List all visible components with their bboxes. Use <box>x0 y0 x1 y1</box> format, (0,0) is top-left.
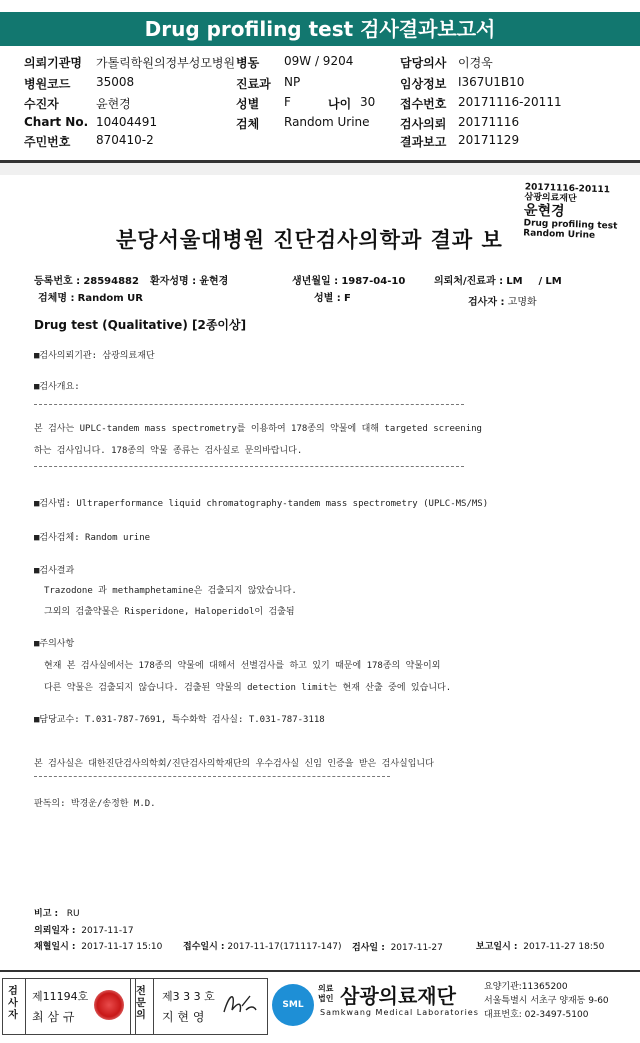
test-date-value: 2017-11-27 <box>390 943 443 953</box>
specimen-stamp <box>523 182 619 241</box>
overview-line-2: 하는 검사입니다. 178종의 약물 종류는 검사실로 문의바랍니다. <box>34 446 303 456</box>
header-row-3 <box>0 95 640 111</box>
receipt-time-label: 접수일시 : <box>183 942 225 952</box>
specialist-label: 전문의 <box>136 986 146 1021</box>
test-title: Drug test (Qualitative) [2종이상] <box>34 318 247 332</box>
department-value: NP <box>284 75 301 89</box>
ward-label: 병동 <box>236 56 260 70</box>
clinical-info-value: I367U1B10 <box>458 75 525 89</box>
stamp-org: 삼광의료재단 <box>524 192 577 205</box>
divider <box>34 776 390 777</box>
accreditation-note: 본 검사실은 대한진단검사의학회/진단검사의학재단의 우수검사실 신임 인증을 받은 검사실입니다 <box>34 759 434 769</box>
org-type <box>318 984 333 1004</box>
header-row-2 <box>0 75 640 91</box>
remark-label: 비고 : <box>34 909 59 919</box>
doctor-label: 담당의사 <box>400 56 447 70</box>
specimen-label: 검체 <box>236 117 260 131</box>
patient-name-value: 윤현경 <box>199 276 229 287</box>
clinic-value: LM <box>506 276 523 287</box>
collection-value: 2017-11-17 15:10 <box>81 942 163 952</box>
method: ■검사법: Ultraperformance liquid chromatography-tandem mass spectrometry (UPLC-MS/MS) <box>34 499 489 509</box>
chart-no-label: Chart No. <box>24 115 89 129</box>
reading-physician: 판독의: 박경운/송정한 M.D. <box>34 799 156 809</box>
org-contact <box>484 980 609 1022</box>
header-row-4 <box>0 115 640 131</box>
examiner-license: 제11194호 <box>32 990 89 1003</box>
hospital-code-value: 35008 <box>96 75 135 89</box>
request-date-value-2: 2017-11-17 <box>81 926 134 936</box>
department-label: 진료과 <box>236 77 271 91</box>
clinical-info-label: 임상정보 <box>400 77 447 91</box>
dob-label: 생년월일 : <box>292 276 339 287</box>
specialist-license: 제3 3 3 호 <box>162 990 215 1003</box>
clinic-value-2: LM <box>545 276 562 287</box>
report-footer <box>0 970 640 1043</box>
org-name: 삼광의료재단 <box>340 984 456 1008</box>
stamp-specimen: Random Urine <box>523 228 596 241</box>
specimen-value: Random Urine <box>284 115 370 129</box>
specimen-name-value: Random UR <box>77 293 143 304</box>
tester-label: 검사자 : <box>468 297 505 308</box>
reg-no-label: 등록번호 : <box>34 276 81 287</box>
overview-heading: ■검사개요: <box>34 382 80 392</box>
doc-sex-label: 성별 : <box>314 293 341 304</box>
patient-name-label: 환자성명 : <box>150 276 197 287</box>
specialist-name: 지 현 영 <box>162 1010 205 1024</box>
clinic-label: 의뢰처/진료과 : <box>434 276 504 287</box>
clinic-sep: / <box>538 276 543 287</box>
stamp-receipt: 20171116-20111 <box>524 182 611 196</box>
patient-label: 수진자 <box>24 97 59 111</box>
caution-line-2: 다른 약물은 검출되지 않습니다. 검출된 약물의 detection limit는 현재 산출 중에 있습니다. <box>44 683 452 693</box>
specimen-type: ■검사검체: Random urine <box>34 533 151 543</box>
test-date-label: 검사일 : <box>352 943 385 953</box>
report-time-value: 2017-11-27 18:50 <box>523 942 605 952</box>
org-phone: 대표번호: 02-3497-5100 <box>484 1010 589 1020</box>
collection-label: 채혈일시 : <box>34 942 76 952</box>
receipt-no-value: 20171116-20111 <box>458 95 562 109</box>
receipt-time-value: 2017-11-17(171117-147) <box>227 942 342 952</box>
remark-value: RU <box>66 909 80 919</box>
org-type-2: 법인 <box>318 994 334 1003</box>
org-address: 서울특별시 서초구 양재동 9-60 <box>484 996 609 1006</box>
header-row-5 <box>0 133 640 149</box>
logo-badge-text: SML <box>282 1000 304 1010</box>
chart-no-value: 10404491 <box>96 115 158 129</box>
divider <box>34 404 464 405</box>
result-line-1: Trazodone 과 methamphetamine은 검출되지 않았습니다. <box>44 586 297 596</box>
institution-label: 의뢰기관명 <box>24 56 82 70</box>
caution-heading: ■주의사항 <box>34 639 75 649</box>
hospital-heading: 분당서울대병원 진단검사의학과 결과 보 <box>116 228 503 252</box>
examiner-name: 최 삼 규 <box>32 1010 75 1024</box>
request-date-value: 20171116 <box>458 115 520 129</box>
requesting-institution: ■검사의뢰기관: 삼광의료재단 <box>34 351 155 361</box>
stamp-patient: 윤현경 <box>523 202 566 220</box>
reg-no-value: 28594882 <box>83 276 139 287</box>
tester-value: 고명화 <box>507 297 537 308</box>
doctor-value: 이경욱 <box>458 56 493 70</box>
hospital-code-label: 병원코드 <box>24 77 71 91</box>
institution-value: 가톨릭학원의정부성모병원 <box>96 56 236 70</box>
sex-label: 성별 <box>236 97 260 111</box>
doc-sex-value: F <box>344 293 351 304</box>
divider <box>34 466 464 467</box>
receipt-no-label: 접수번호 <box>400 97 447 111</box>
contact-info: ■담당교수: T.031-787-7691, 특수화학 검사실: T.031-787-3118 <box>34 715 325 725</box>
result-line-2: 그외의 검출약물은 Risperidone, Haloperidol이 검출됨 <box>44 607 295 617</box>
age-value: 30 <box>360 95 376 109</box>
report-title: Drug profiling test 검사결과보고서 <box>0 12 640 46</box>
request-date-label-2: 의뢰일자 : <box>34 926 76 936</box>
report-date-label: 결과보고 <box>400 135 447 149</box>
sml-logo-icon <box>272 984 314 1026</box>
scan-gap <box>0 163 640 175</box>
org-type-1: 의료 <box>318 984 334 993</box>
stamp-test: Drug profiling test <box>523 218 618 232</box>
request-date-label: 검사의뢰 <box>400 117 447 131</box>
official-seal-icon <box>94 990 124 1020</box>
age-label: 나이 <box>328 97 352 111</box>
report-time-label: 보고일시 : <box>476 942 518 952</box>
signature-icon <box>220 988 260 1020</box>
resident-no-label: 주민번호 <box>24 135 71 149</box>
specimen-name-label: 검체명 : <box>38 293 75 304</box>
caution-line-1: 현재 본 검사실에서는 178종의 약물에 대해서 선별검사를 하고 있기 때문에 178종의 약물이외 <box>44 661 441 671</box>
dob-value: 1987-04-10 <box>341 276 406 287</box>
examiner-label: 검사자 <box>8 986 18 1021</box>
resident-no-value: 870410-2 <box>96 133 154 147</box>
result-heading: ■검사결과 <box>34 566 75 576</box>
org-code: 요양기관:11365200 <box>484 982 568 992</box>
ward-value: 09W / 9204 <box>284 54 354 68</box>
report-date-value: 20171129 <box>458 133 520 147</box>
overview-line-1: 본 검사는 UPLC-tandem mass spectrometry를 이용하여 178종의 약물에 대해 targeted screening <box>34 424 482 434</box>
sex-value: F <box>284 95 291 109</box>
header-row-1 <box>0 54 640 70</box>
org-english-name: Samkwang Medical Laboratories <box>320 1008 479 1017</box>
patient-value: 윤현경 <box>96 97 131 111</box>
